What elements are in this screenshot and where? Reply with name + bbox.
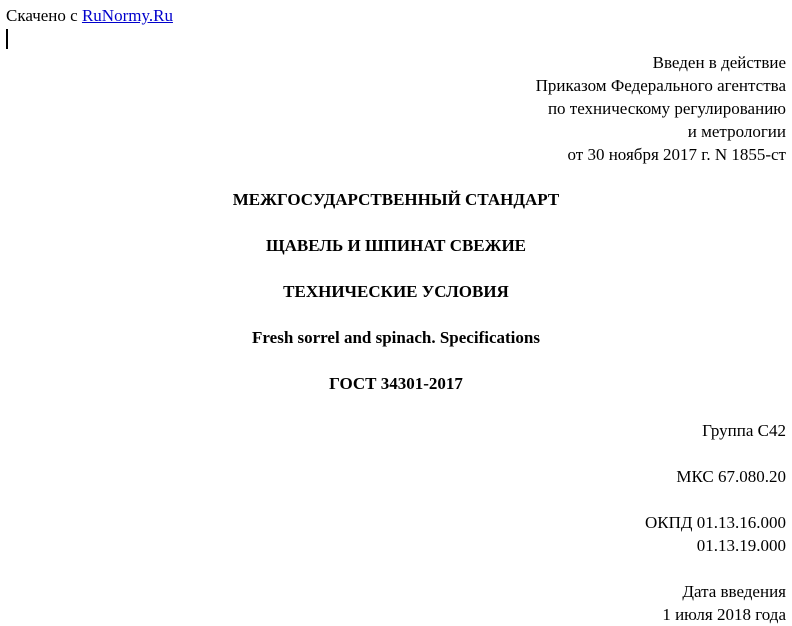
source-line [6, 5, 173, 27]
date-label: Дата введения [682, 582, 786, 601]
enactment-line: от 30 ноября 2017 г. N 1855-ст [567, 145, 786, 164]
okpd-line: 01.13.19.000 [696, 536, 786, 555]
enactment-block [536, 51, 786, 166]
enactment-line: Приказом Федерального агентства [535, 76, 786, 95]
mks-label: МКС 67.080.20 [676, 467, 786, 486]
standard-name-heading: ЩАВЕЛЬ И ШПИНАТ СВЕЖИЕ [265, 236, 527, 255]
enactment-line: и метрологии [687, 122, 786, 141]
source-prefix: Скачено с [6, 6, 82, 25]
okpd-line: ОКПД 01.13.16.000 [645, 513, 786, 532]
english-title-heading: Fresh sorrel and spinach. Specifications [252, 328, 540, 347]
enactment-line: Введен в действие [652, 53, 786, 72]
source-link[interactable]: RuNormy.Ru [81, 6, 173, 25]
standard-subtitle-heading: ТЕХНИЧЕСКИЕ УСЛОВИЯ [283, 282, 509, 301]
standard-code-heading: ГОСТ 34301-2017 [329, 374, 463, 393]
enactment-line: по техническому регулированию [547, 99, 786, 118]
date-value: 1 июля 2018 года [662, 605, 786, 624]
text-cursor [6, 29, 8, 49]
okpd-block [645, 511, 786, 557]
date-block [662, 580, 786, 626]
group-label: Группа С42 [702, 421, 786, 440]
standard-type-heading: МЕЖГОСУДАРСТВЕННЫЙ СТАНДАРТ [232, 190, 560, 209]
